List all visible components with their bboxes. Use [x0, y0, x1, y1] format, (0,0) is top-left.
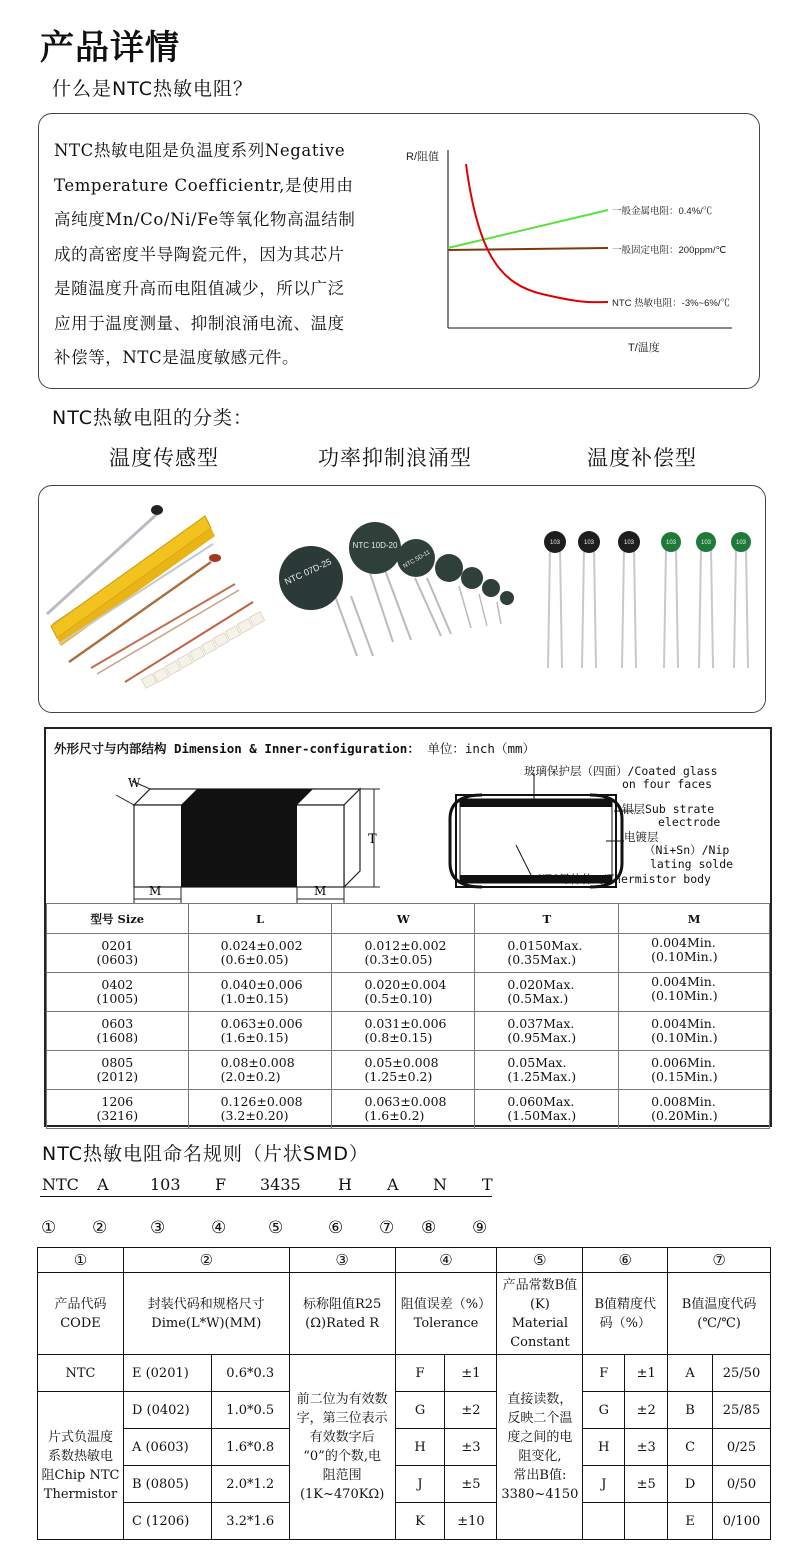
desc-line: 度之间的电 [507, 1430, 573, 1445]
intro-line: 是随温度升高而电阻值减少，所以广泛 [54, 279, 345, 298]
w-mm: (0.5±0.10) [364, 991, 433, 1006]
intro-line: 成的高密度半导陶瓷元件，因为其芯片 [54, 244, 345, 264]
position-number: ④ [211, 1218, 227, 1238]
spec-header [54, 739, 535, 757]
size-metric: (2012) [96, 1069, 139, 1084]
code-part: A [387, 1175, 399, 1194]
intro-line: NTC热敏电阻是负温度系列Negative [54, 141, 346, 160]
desc-line: 字，第三位表示 [296, 1411, 388, 1426]
classification-heading: NTC热敏电阻的分类： [52, 407, 253, 429]
metal-resistor-label: 一般金属电阻：0.4%/℃ [612, 206, 713, 217]
position-number: ⑧ [421, 1218, 437, 1238]
m-mm: (0.10Min.) [651, 988, 718, 1003]
m-inch: 0.004Min. [651, 935, 716, 950]
disk-mark: 103 [623, 540, 635, 546]
b-temp-code: C [668, 1429, 713, 1466]
l-inch: 0.08±0.008 [220, 1055, 295, 1070]
callout-substrate-2: electrode [658, 815, 721, 829]
naming-rule-title: NTC热敏电阻命名规则（片状SMD） [42, 1143, 370, 1165]
size-code: 1206 [101, 1094, 134, 1109]
l-inch: 0.126±0.008 [220, 1094, 303, 1109]
m-inch: 0.008Min. [651, 1094, 716, 1109]
product-code-ntc: NTC [38, 1355, 124, 1392]
tolerance-code: K [395, 1503, 445, 1540]
tolerance-value: ±1 [445, 1355, 497, 1392]
type-label-temperature-sensing: 温度传感型 [109, 446, 219, 470]
b-temp-code: A [668, 1355, 713, 1392]
b-temp-code: D [668, 1466, 713, 1503]
dimension-spec-panel [44, 727, 772, 1127]
l-mm: (3.2±0.20) [220, 1108, 289, 1123]
code-col-5: ⑤ [497, 1248, 583, 1273]
callout-coated-glass: 玻璃保护层（四面）/Coated glass [524, 764, 718, 778]
desc-line: 产品代码 [54, 1296, 107, 1312]
desc-line: (℃/℃) [697, 1315, 741, 1331]
w-mm: (1.6±0.2) [364, 1108, 425, 1123]
t-mm: (1.25Max.) [507, 1069, 577, 1084]
b-precision-value: ±2 [625, 1392, 668, 1429]
w-inch: 0.031±0.006 [364, 1016, 447, 1031]
desc-line: 阻Chip NTC [41, 1467, 120, 1483]
l-inch: 0.024±0.002 [220, 938, 303, 953]
code-col-2: ② [123, 1248, 289, 1273]
callout-coated-glass-2: on four faces [622, 777, 713, 791]
code-part: F [215, 1175, 227, 1194]
desc-line: 前二位为有效数 [296, 1392, 388, 1407]
desc-line: CODE [60, 1315, 101, 1331]
m-mm: (0.20Min.) [651, 1108, 718, 1123]
code-part: A [97, 1175, 109, 1194]
package-code: D (0402) [123, 1392, 211, 1429]
b-temp-code: E [668, 1503, 713, 1540]
code-table-description-row [38, 1273, 771, 1355]
intro-line: Temperature Coefficientr,是使用由 [54, 175, 354, 195]
desc-line: 封装代码和规格尺寸 [147, 1296, 265, 1312]
m-inch: 0.004Min. [651, 974, 716, 989]
b-temp-value: 0/100 [713, 1503, 771, 1540]
t-inch: 0.020Max. [507, 977, 575, 992]
w-mm: (1.25±0.2) [364, 1069, 433, 1084]
dim-label-w: W [128, 776, 141, 790]
code-underline [40, 1196, 492, 1197]
callout-thermistor-body: NTC导体体 /Thermistor body [538, 872, 711, 886]
desc-line: 片式负温度 [47, 1429, 113, 1445]
m-mm: (0.15Min.) [651, 1069, 718, 1084]
tolerance-value: ±2 [445, 1392, 497, 1429]
graph-y-axis-label: R/阻值 [406, 151, 439, 163]
code-table-row [38, 1466, 771, 1503]
desc-line: “0”的个数,电 [303, 1449, 381, 1464]
callout-plating-2: （Ni+Sn）/Nip [644, 843, 730, 857]
code-part: N [433, 1175, 447, 1194]
position-number: ③ [150, 1218, 166, 1238]
fixed-resistor-curve [448, 248, 608, 250]
size-metric: (1005) [96, 991, 139, 1006]
tolerance-value: ±5 [445, 1466, 497, 1503]
l-inch: 0.040±0.006 [220, 977, 303, 992]
size-code: 0603 [101, 1016, 134, 1031]
package-code: A (0603) [123, 1429, 211, 1466]
desc-line: 常出B值: [513, 1468, 567, 1483]
chip-dimension-diagram [46, 759, 770, 903]
b-precision-value: ±1 [625, 1355, 668, 1392]
desc-line: (K) [529, 1296, 550, 1312]
tolerance-code: G [395, 1392, 445, 1429]
intro-line: 应用于温度测量、抑制浪涌电流、温度 [54, 313, 345, 333]
w-inch: 0.020±0.004 [364, 977, 447, 992]
code-part: 3435 [260, 1175, 301, 1194]
package-code: E (0201) [123, 1355, 211, 1392]
m-inch: 0.004Min. [651, 1016, 716, 1031]
section-subtitle: 什么是NTC热敏电阻？ [52, 78, 253, 100]
size-code: 0402 [101, 977, 134, 992]
spec-header-unit: 单位：inch（mm） [427, 741, 536, 756]
b-precision-code: H [583, 1429, 625, 1466]
type-label-surge-suppression: 功率抑制浪涌型 [318, 446, 472, 470]
code-table-header [38, 1248, 771, 1273]
b-precision-code: J [583, 1466, 625, 1503]
resistance-temperature-graph [402, 134, 754, 366]
dim-label-t: T [368, 832, 377, 847]
position-number: ⑤ [268, 1218, 284, 1238]
table-row [47, 1090, 770, 1129]
b-precision-value: ±3 [625, 1429, 668, 1466]
desc-line: Dime(L*W)(MM) [151, 1315, 262, 1331]
ntc-resistor-label: NTC 热敏电阻：-3%~6%/℃ [612, 298, 730, 309]
size-metric: (3216) [96, 1108, 139, 1123]
intro-paragraph [54, 134, 399, 376]
desc-line: 直接读数， [507, 1392, 573, 1407]
table-row [47, 1012, 770, 1051]
desc-line: 阻值误差（%） [400, 1296, 492, 1312]
code-col-6: ⑥ [583, 1248, 668, 1273]
desc-line: 产品常数B值 [502, 1277, 578, 1293]
size-code: 0805 [101, 1055, 134, 1070]
l-inch: 0.063±0.006 [220, 1016, 303, 1031]
m-mm: (0.10Min.) [651, 1030, 718, 1045]
tolerance-value: ±3 [445, 1429, 497, 1466]
b-temp-value: 0/50 [713, 1466, 771, 1503]
desc-line: 反映二个温 [507, 1411, 573, 1426]
column-header-size: 型号 Size [47, 904, 189, 934]
b-precision-code: F [583, 1355, 625, 1392]
callout-plating-3: lating solde [650, 857, 734, 871]
column-header-m: M [619, 904, 770, 934]
package-code: B (0805) [123, 1466, 211, 1503]
chip-description [38, 1392, 124, 1540]
metal-resistor-curve [448, 210, 608, 248]
b-precision-code [583, 1503, 625, 1540]
column-header-l: L [188, 904, 332, 934]
tolerance-code: J [395, 1466, 445, 1503]
l-mm: (1.6±0.15) [220, 1030, 289, 1045]
b-precision-code: G [583, 1392, 625, 1429]
desc-line: 有效数字后 [309, 1430, 375, 1445]
code-table-row [38, 1429, 771, 1466]
position-number: ① [41, 1218, 57, 1238]
package-dim: 2.0*1.2 [211, 1466, 289, 1503]
code-col-4: ④ [395, 1248, 497, 1273]
ntc-curve [466, 164, 608, 302]
b-precision-value: ±5 [625, 1466, 668, 1503]
t-mm: (1.50Max.) [507, 1108, 577, 1123]
code-part: T [482, 1175, 493, 1194]
disk-mark: 103 [549, 540, 561, 546]
disk-mark: NTC 10D-20 [352, 541, 398, 550]
t-inch: 0.037Max. [507, 1016, 575, 1031]
dimension-table [46, 903, 770, 1129]
b-temp-value: 25/50 [713, 1355, 771, 1392]
w-inch: 0.012±0.002 [364, 938, 447, 953]
fixed-resistor-label: 一般固定电阻：200ppm/℃ [612, 245, 727, 256]
position-number: ⑦ [379, 1218, 395, 1238]
size-code: 0201 [101, 938, 134, 953]
code-col-1: ① [38, 1248, 124, 1273]
package-code: C (1206) [123, 1503, 211, 1540]
b-temp-code: B [668, 1392, 713, 1429]
disk-mark: NTC 07D-25 [283, 556, 334, 587]
disk-mark: 103 [700, 540, 712, 546]
callout-substrate: 银层Sub strate [622, 802, 715, 816]
package-dim: 1.6*0.8 [211, 1429, 289, 1466]
code-part: NTC [42, 1175, 79, 1194]
m-inch: 0.006Min. [651, 1055, 716, 1070]
code-table-row [38, 1503, 771, 1540]
desc-line: 阻变化, [518, 1449, 562, 1464]
t-mm: (0.35Max.) [507, 952, 577, 967]
desc-line: (Ω)Rated R [305, 1315, 380, 1331]
sensor-probes-image [47, 505, 265, 688]
desc-line: 3380~4150 [501, 1487, 579, 1502]
position-number: ② [92, 1218, 108, 1238]
t-inch: 0.060Max. [507, 1094, 575, 1109]
code-table-row [38, 1355, 771, 1392]
w-mm: (0.8±0.15) [364, 1030, 433, 1045]
desc-line: 阻范围 [322, 1468, 362, 1483]
w-mm: (0.3±0.05) [364, 952, 433, 967]
w-inch: 0.05±0.008 [364, 1055, 439, 1070]
disk-mark: NTC 5D-11 [402, 549, 432, 570]
size-metric: (1608) [96, 1030, 139, 1045]
tolerance-code: H [395, 1429, 445, 1466]
desc-line: Material [511, 1315, 569, 1331]
b-temp-value: 0/25 [713, 1429, 771, 1466]
code-col-3: ③ [289, 1248, 395, 1273]
t-mm: (0.95Max.) [507, 1030, 577, 1045]
tolerance-code: F [395, 1355, 445, 1392]
intro-line: 补偿等，NTC是温度敏感元件。 [54, 348, 300, 367]
desc-line: B值精度代 [594, 1296, 657, 1312]
column-header-w: W [332, 904, 475, 934]
l-mm: (1.0±0.15) [220, 991, 289, 1006]
desc-line: B值温度代码 [681, 1296, 757, 1312]
table-row [47, 934, 770, 973]
package-dim: 3.2*1.6 [211, 1503, 289, 1540]
dimension-table-header [47, 904, 770, 934]
desc-line: Constant [510, 1334, 570, 1350]
desc-line: 系数热敏电 [47, 1448, 113, 1464]
table-row [47, 1051, 770, 1090]
t-mm: (0.5Max.) [507, 991, 569, 1006]
b-precision-value [625, 1503, 668, 1540]
l-mm: (0.6±0.05) [220, 952, 289, 967]
desc-line: Tolerance [413, 1315, 479, 1331]
type-label-temperature-compensation: 温度补偿型 [587, 446, 697, 470]
l-mm: (2.0±0.2) [220, 1069, 281, 1084]
disk-mark: 103 [583, 540, 595, 546]
product-photo-panel [38, 485, 766, 713]
code-part: 103 [150, 1175, 181, 1194]
code-col-7: ⑦ [668, 1248, 771, 1273]
callout-plating: 电镀层 [624, 830, 659, 844]
w-inch: 0.063±0.008 [364, 1094, 447, 1109]
page-title: 产品详情 [40, 28, 180, 68]
power-ntc-disks-image [279, 522, 514, 656]
b-value-description [497, 1355, 583, 1540]
r25-description [289, 1355, 395, 1540]
desc-line: 码（%） [599, 1315, 651, 1331]
graph-x-axis-label: T/温度 [628, 342, 660, 354]
spec-header-title: 外形尺寸与内部结构 Dimension & Inner-configuration： [54, 741, 420, 756]
t-inch: 0.05Max. [507, 1055, 567, 1070]
intro-line: 高纯度Mn/Co/Ni/Fe等氧化物高温结制 [54, 210, 356, 229]
m-mm: (0.10Min.) [651, 949, 718, 964]
compensation-ntc-disks-image [544, 531, 751, 668]
position-number: ⑥ [328, 1218, 344, 1238]
t-inch: 0.0150Max. [507, 938, 583, 953]
size-metric: (0603) [96, 952, 139, 967]
column-header-t: T [475, 904, 619, 934]
product-photo-illustration [39, 486, 766, 713]
code-table-row [38, 1392, 771, 1429]
naming-code-table [37, 1247, 771, 1540]
position-number: ⑨ [472, 1218, 488, 1238]
code-part: H [338, 1175, 352, 1194]
desc-line: Thermistor [43, 1486, 118, 1502]
package-dim: 0.6*0.3 [211, 1355, 289, 1392]
dim-label-m-left: M [149, 884, 162, 898]
tolerance-value: ±10 [445, 1503, 497, 1540]
dim-label-m-right: M [314, 884, 327, 898]
b-temp-value: 25/85 [713, 1392, 771, 1429]
desc-line: (1K~470KΩ) [299, 1487, 385, 1502]
disk-mark: 103 [665, 540, 677, 546]
disk-mark: 103 [735, 540, 747, 546]
package-dim: 1.0*0.5 [211, 1392, 289, 1429]
desc-line: 标称阻值R25 [302, 1296, 382, 1312]
table-row [47, 973, 770, 1012]
